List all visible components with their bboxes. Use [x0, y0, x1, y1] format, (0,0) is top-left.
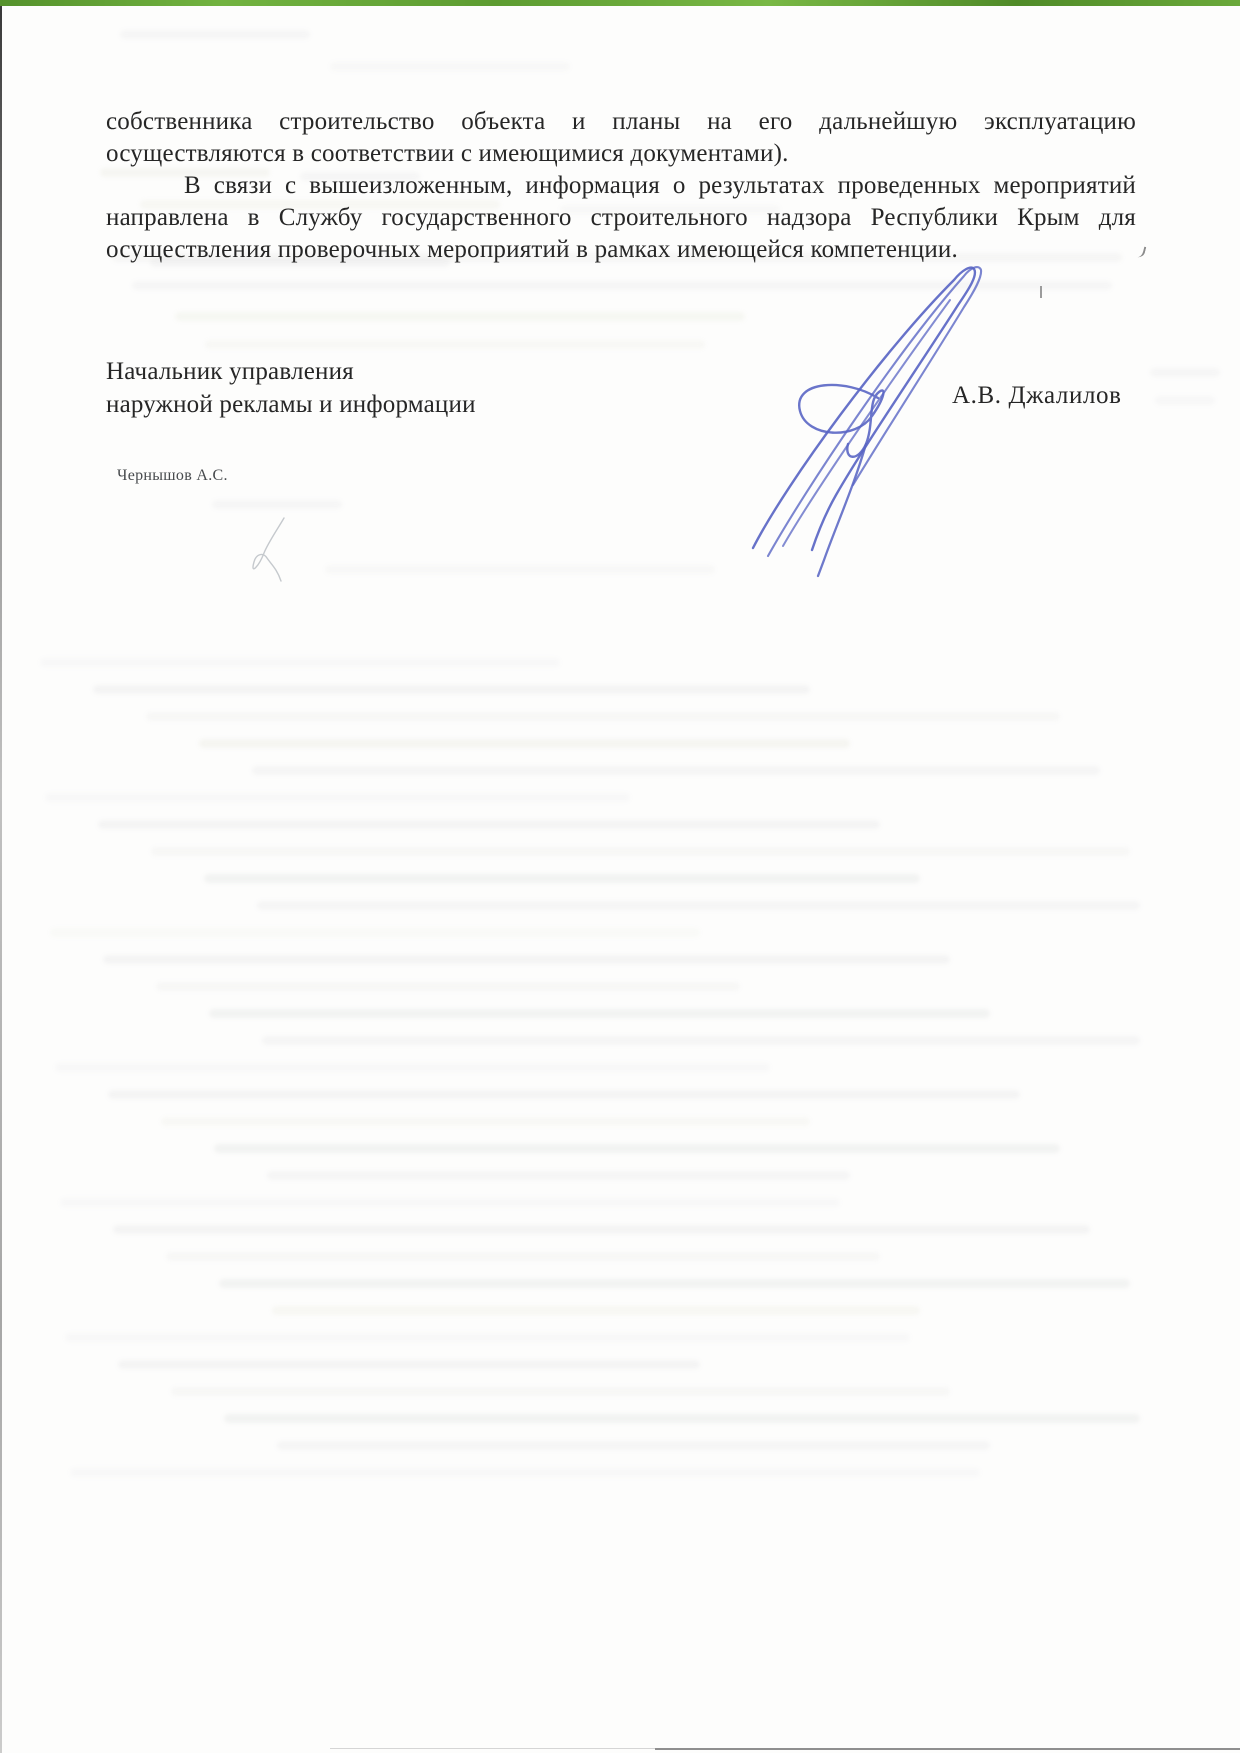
body-line: собственника строительство объекта и планы на его дальнейшую эксплуатацию: [106, 108, 1136, 135]
scanner-edge-top: [0, 0, 1240, 6]
scanner-edge-left: [0, 6, 2, 1753]
stray-ink-mark: [1137, 245, 1147, 258]
signer-title-line1: Начальник управления: [106, 358, 354, 385]
pencil-mark: [248, 515, 292, 591]
letter-body: [106, 106, 1136, 266]
scanner-bottom-line: [655, 1748, 1240, 1750]
signer-title-line2: наружной рекламы и информации: [106, 391, 476, 418]
body-line: В связи с вышеизложенным, информация о результатах проведенных мероприятий: [184, 172, 1136, 199]
body-line: направлена в Службу государственного строительного надзора Республики Крым для: [106, 204, 1136, 231]
executor-name: Чернышов А.С.: [117, 467, 228, 484]
body-line: осуществляются в соответствии с имеющимися документами).: [106, 140, 789, 167]
signer-name: А.В. Джалилов: [952, 382, 1122, 409]
signature-ink: [688, 248, 998, 578]
body-line: осуществления проверочных мероприятий в рамках имеющейся компетенции.: [106, 236, 958, 263]
signer-title: [106, 355, 476, 421]
scanner-bottom-line-faint: [330, 1748, 655, 1749]
stray-scan-mark: [1040, 286, 1042, 298]
